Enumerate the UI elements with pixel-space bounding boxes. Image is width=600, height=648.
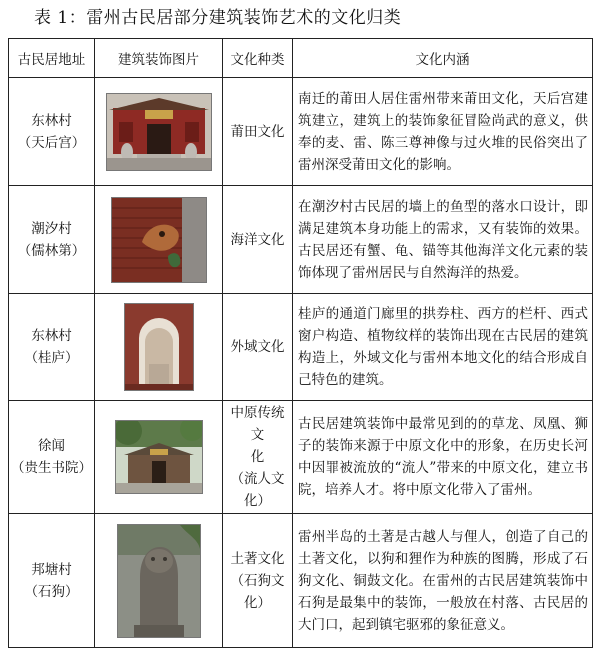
building-name: （儒林第）: [17, 242, 86, 259]
address-cell: [9, 186, 95, 294]
category-cell: [223, 401, 293, 514]
category-cell: [223, 514, 293, 648]
table-row: [9, 78, 593, 186]
address-cell: [9, 78, 95, 186]
village-name: 徐闻: [38, 438, 65, 454]
category-line: 土著文化: [230, 550, 285, 567]
category-line: 海洋文化: [230, 231, 285, 248]
header-content: 文化内涵: [293, 39, 593, 78]
table-row: [9, 186, 593, 294]
category-line: 莆田文化: [230, 123, 285, 140]
header-image: 建筑装饰图片: [95, 39, 223, 78]
category-line: （流人文化）: [230, 471, 285, 509]
temple-photo: [106, 93, 212, 171]
category-cell: [223, 186, 293, 294]
category-cell: [223, 78, 293, 186]
category-cell: [223, 294, 293, 401]
building-name: （贵生书院）: [11, 460, 92, 476]
address-cell: [9, 514, 95, 648]
header-address: 古民居地址: [9, 39, 95, 78]
village-name: 东林村: [31, 112, 72, 129]
table-row: [9, 514, 593, 648]
image-cell: [95, 514, 223, 648]
image-cell: [95, 401, 223, 514]
image-cell: [95, 294, 223, 401]
address-cell: [9, 401, 95, 514]
category-line: 中原传统文: [230, 405, 285, 443]
stone-dog-photo: [117, 524, 201, 638]
village-name: 邦塘村: [31, 561, 72, 578]
fish-spout-photo: [111, 197, 207, 283]
content-cell: 南迁的莆田人居住雷州带来莆田文化，天后宫建筑建立，建筑上的装饰象征冒险尚武的意义，供奉的麦、雷、陈三尊神像与过火堆的民俗突出了雷州深受莆田文化的影响。: [293, 78, 593, 186]
table-caption: 表 1：雷州古民居部分建筑装饰艺术的文化归类: [34, 8, 402, 28]
archway-photo: [124, 303, 194, 391]
header-category: 文化种类: [223, 39, 293, 78]
category-line: （石狗文化）: [230, 572, 285, 611]
image-cell: [95, 78, 223, 186]
village-name: 东林村: [31, 328, 72, 344]
content-cell: 雷州半岛的土著是古越人与俚人，创造了自己的土著文化，以狗和狸作为种族的图腾，形成了石狗文化、铜鼓文化。在雷州的古民居建筑装饰中石狗是最集中的装饰，一般放在村落、古民居的大门口，起到镇宅驱邪的象征意义。: [293, 514, 593, 648]
building-name: （桂庐）: [24, 350, 79, 366]
building-name: （天后宫）: [17, 134, 86, 151]
image-cell: [95, 186, 223, 294]
address-cell: [9, 294, 95, 401]
table-row: [9, 401, 593, 514]
category-line: 化: [250, 449, 265, 465]
content-cell: 在潮汐村古民居的墙上的鱼型的落水口设计，即满足建筑本身功能上的需求，又有装饰的效果。古民居还有蟹、龟、锚等其他海洋文化元素的装饰体现了雷州居民与自然海洋的热爱。: [293, 186, 593, 294]
academy-photo: [115, 420, 203, 494]
village-name: 潮汐村: [31, 220, 72, 237]
building-name: （石狗）: [24, 583, 79, 600]
content-cell: 桂庐的通道门廊里的拱券柱、西方的栏杆、西式窗户构造、植物纹样的装饰出现在古民居的建筑构造上，外域文化与雷州本地文化的结合形成自己特色的建筑。: [293, 294, 593, 401]
header-row: [9, 39, 593, 78]
category-line: 外域文化: [230, 339, 285, 355]
culture-classification-table: [8, 38, 593, 648]
table-row: [9, 294, 593, 401]
content-cell: 古民居建筑装饰中最常见到的的草龙、凤凰、狮子的装饰来源于中原文化中的形象，在历史长河中因罪被流放的“流人”带来的中原文化，建立书院，培养人才。将中原文化带入了雷州。: [293, 401, 593, 514]
